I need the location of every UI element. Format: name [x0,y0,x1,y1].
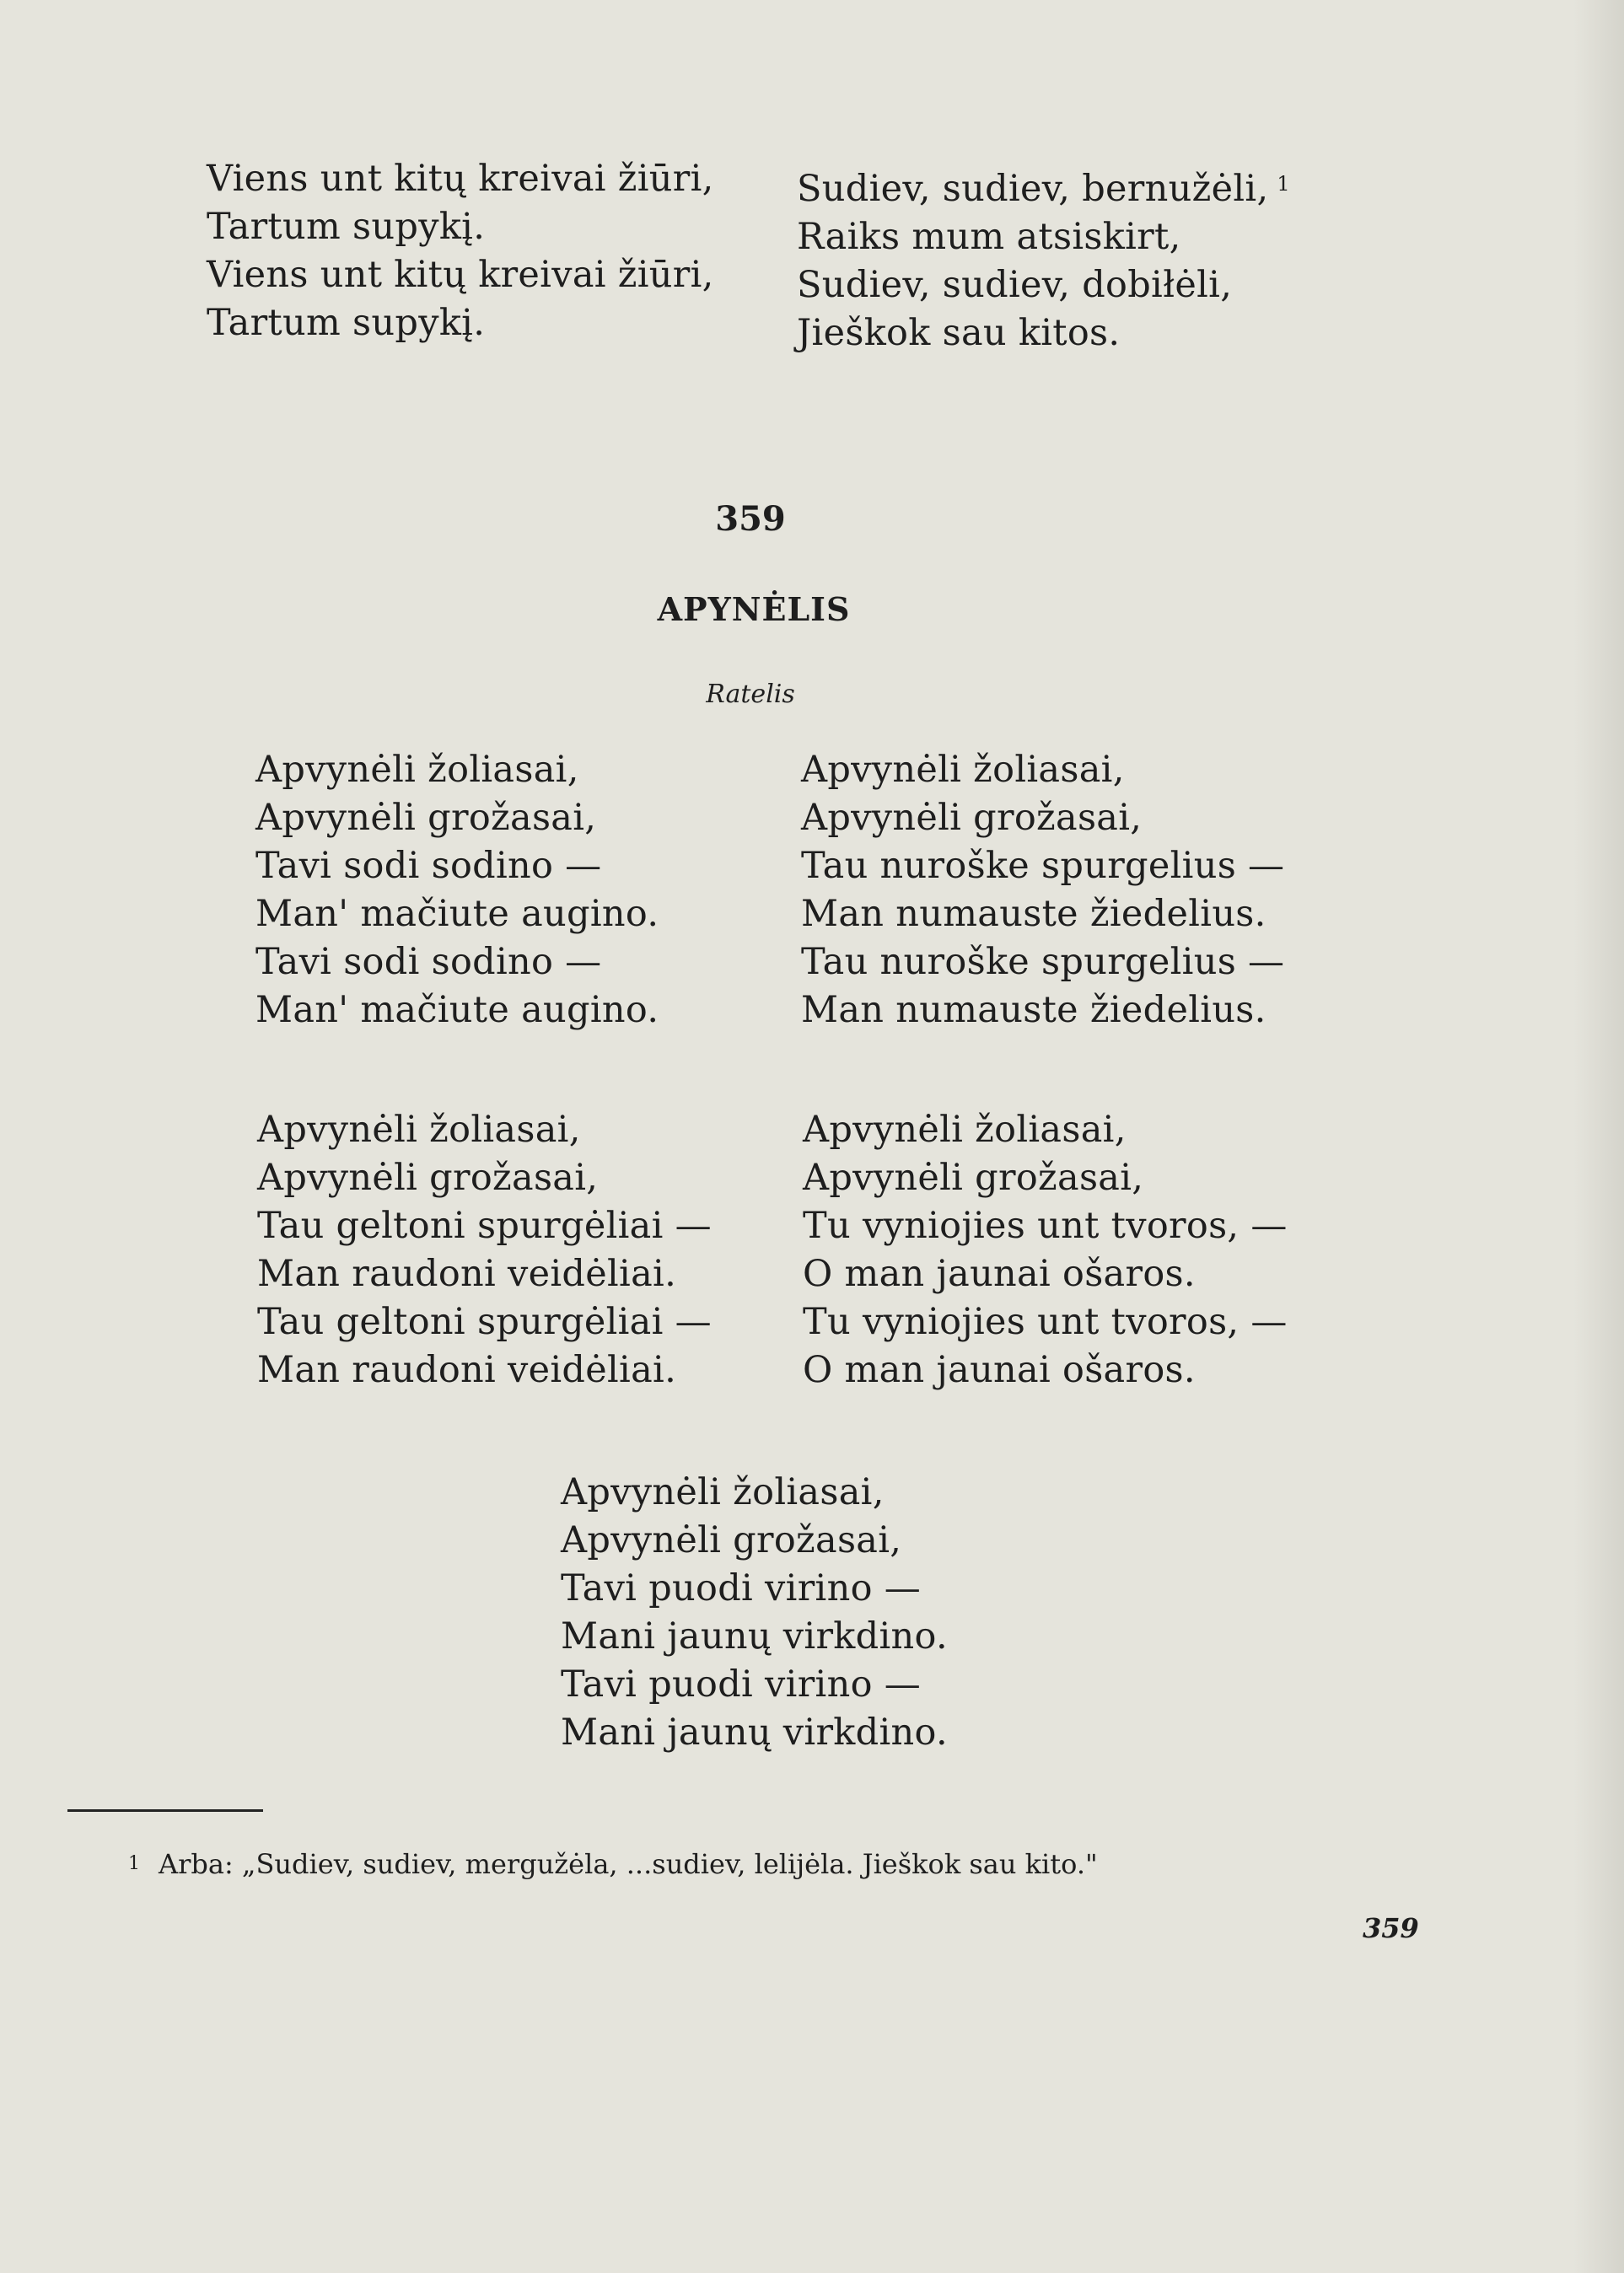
previous-song-stanza-left [207,155,714,347]
verse-line: Man raudoni veidėliai. [257,1253,677,1295]
verse-line: Mani jaunų virkdino. [561,1615,948,1658]
song-number: 359 [715,499,786,539]
song-title: APYNĖLIS [657,590,851,628]
footnote-text [159,1848,1098,1880]
page-number: 359 [1363,1912,1419,1944]
footnote-reference: 1 [1277,172,1290,196]
verse-line: Viens unt kitų kreivai žiūri, [207,158,714,200]
verse-line: O man jaunai ošaros. [803,1253,1196,1295]
verse-line: Man numauste žiedelius. [801,893,1266,935]
song-subtitle: Ratelis [706,680,795,709]
verse-line: Tau geltoni spurgėliai — [257,1205,712,1247]
verse-line: O man jaunai ošaros. [803,1349,1196,1391]
footnote-body: Arba: „Sudiev, sudiev, mergužėla, ...sudiev, lelijėla. Jieškok sau kito." [159,1848,1098,1880]
verse-line: Apvynėli žoliasai, [255,749,579,791]
verse-line: Tavi sodi sodino — [255,845,602,887]
verse-line: Tu vyniojies unt tvoros, — [803,1301,1288,1343]
verse-line: Viens unt kitų kreivai žiūri, [207,254,714,296]
stanza-5 [561,1469,948,1757]
stanza-2 [801,746,1284,1034]
verse-line: Tavi sodi sodino — [255,941,602,983]
verse-line: Apvynėli žoliasai, [803,1109,1127,1151]
verse-line: Apvynėli grožasai, [561,1519,902,1561]
verse-line: Man' mačiute augino. [255,989,659,1031]
verse-line: Tartum supykį. [207,302,486,344]
verse-line: Tu vyniojies unt tvoros, — [803,1205,1288,1247]
verse-line: Tartum supykį. [207,206,486,248]
page-edge-shadow [1573,0,1624,2273]
stanza-3 [257,1106,712,1394]
stanza-1 [255,746,659,1034]
verse-line: Tau geltoni spurgėliai — [257,1301,712,1343]
verse-line-text: Sudiev, sudiev, bernužėli, [797,168,1269,210]
footnote-divider [67,1809,263,1812]
previous-song-stanza-right [797,165,1290,357]
verse-line: Mani jaunų virkdino. [561,1711,948,1754]
verse-line: Jieškok sau kitos. [797,312,1121,354]
verse-line: Tavi puodi virino — [561,1567,922,1609]
verse-line: Tau nuroške spurgelius — [801,941,1285,983]
verse-line: Tau nuroške spurgelius — [801,845,1285,887]
verse-line: Sudiev, sudiev, dobiłėli, [797,264,1233,306]
verse-line: Apvynėli žoliasai, [801,749,1125,791]
verse-line: Man raudoni veidėliai. [257,1349,677,1391]
verse-line: Apvynėli žoliasai, [257,1109,581,1151]
verse-line: Apvynėli žoliasai, [561,1471,885,1513]
verse-line: Raiks mum atsiskirt, [797,216,1181,258]
verse-line-with-footnote [797,165,1290,213]
verse-line: Apvynėli grožasai, [803,1157,1144,1199]
verse-line: Apvynėli grožasai, [257,1157,599,1199]
verse-line: Man numauste žiedelius. [801,989,1266,1031]
verse-line: Man' mačiute augino. [255,893,659,935]
verse-line: Apvynėli grožasai, [255,797,597,839]
stanza-4 [803,1106,1288,1394]
verse-line: Apvynėli grožasai, [801,797,1143,839]
footnote-mark: 1 [128,1853,140,1874]
verse-line: Tavi puodi virino — [561,1663,922,1706]
